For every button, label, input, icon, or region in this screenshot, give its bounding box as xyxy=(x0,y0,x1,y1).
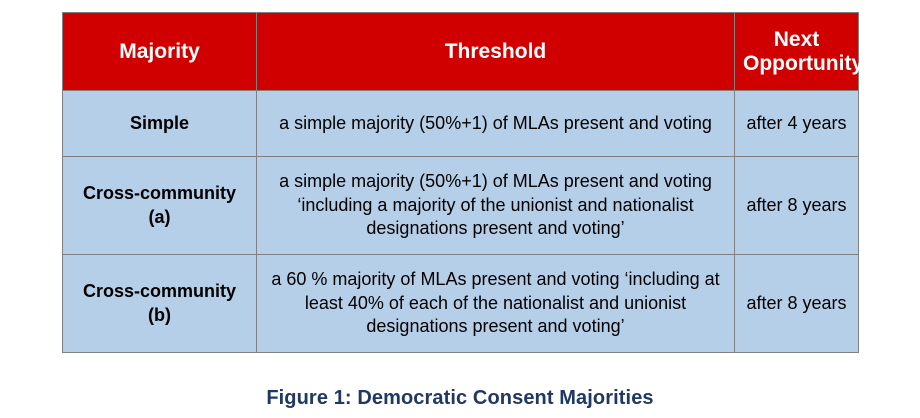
column-header-next-opportunity: Next Opportunity xyxy=(735,13,859,91)
cell-threshold-cross-community-a: a simple majority (50%+1) of MLAs present and voting ‘including a majority of the unionist and nationalist designations present and voting’ xyxy=(257,157,735,255)
cell-majority-cross-community-a: Cross-community (a) xyxy=(63,157,257,255)
column-header-threshold: Threshold xyxy=(257,13,735,91)
table-body xyxy=(63,91,859,353)
democratic-consent-majorities-table xyxy=(62,12,864,353)
table-header-row xyxy=(63,13,859,91)
cell-next-opportunity-simple: after 4 years xyxy=(735,91,859,157)
cell-next-opportunity-cross-community-a: after 8 years xyxy=(735,157,859,255)
cell-threshold-cross-community-b: a 60 % majority of MLAs present and voting ‘including at least 40% of each of the nationalist and unionist designations present and voting’ xyxy=(257,255,735,353)
cell-threshold-simple: a simple majority (50%+1) of MLAs present and voting xyxy=(257,91,735,157)
table-row xyxy=(63,91,859,157)
cell-next-opportunity-cross-community-b: after 8 years xyxy=(735,255,859,353)
table-row xyxy=(63,255,859,353)
cell-majority-simple: Simple xyxy=(63,91,257,157)
table-header xyxy=(63,13,864,91)
figure-caption: Figure 1: Democratic Consent Majorities xyxy=(266,387,654,409)
table-wrapper xyxy=(62,12,864,353)
cell-majority-cross-community-b: Cross-community (b) xyxy=(63,255,257,353)
table-row xyxy=(63,157,859,255)
column-header-majority: Majority xyxy=(63,13,257,91)
